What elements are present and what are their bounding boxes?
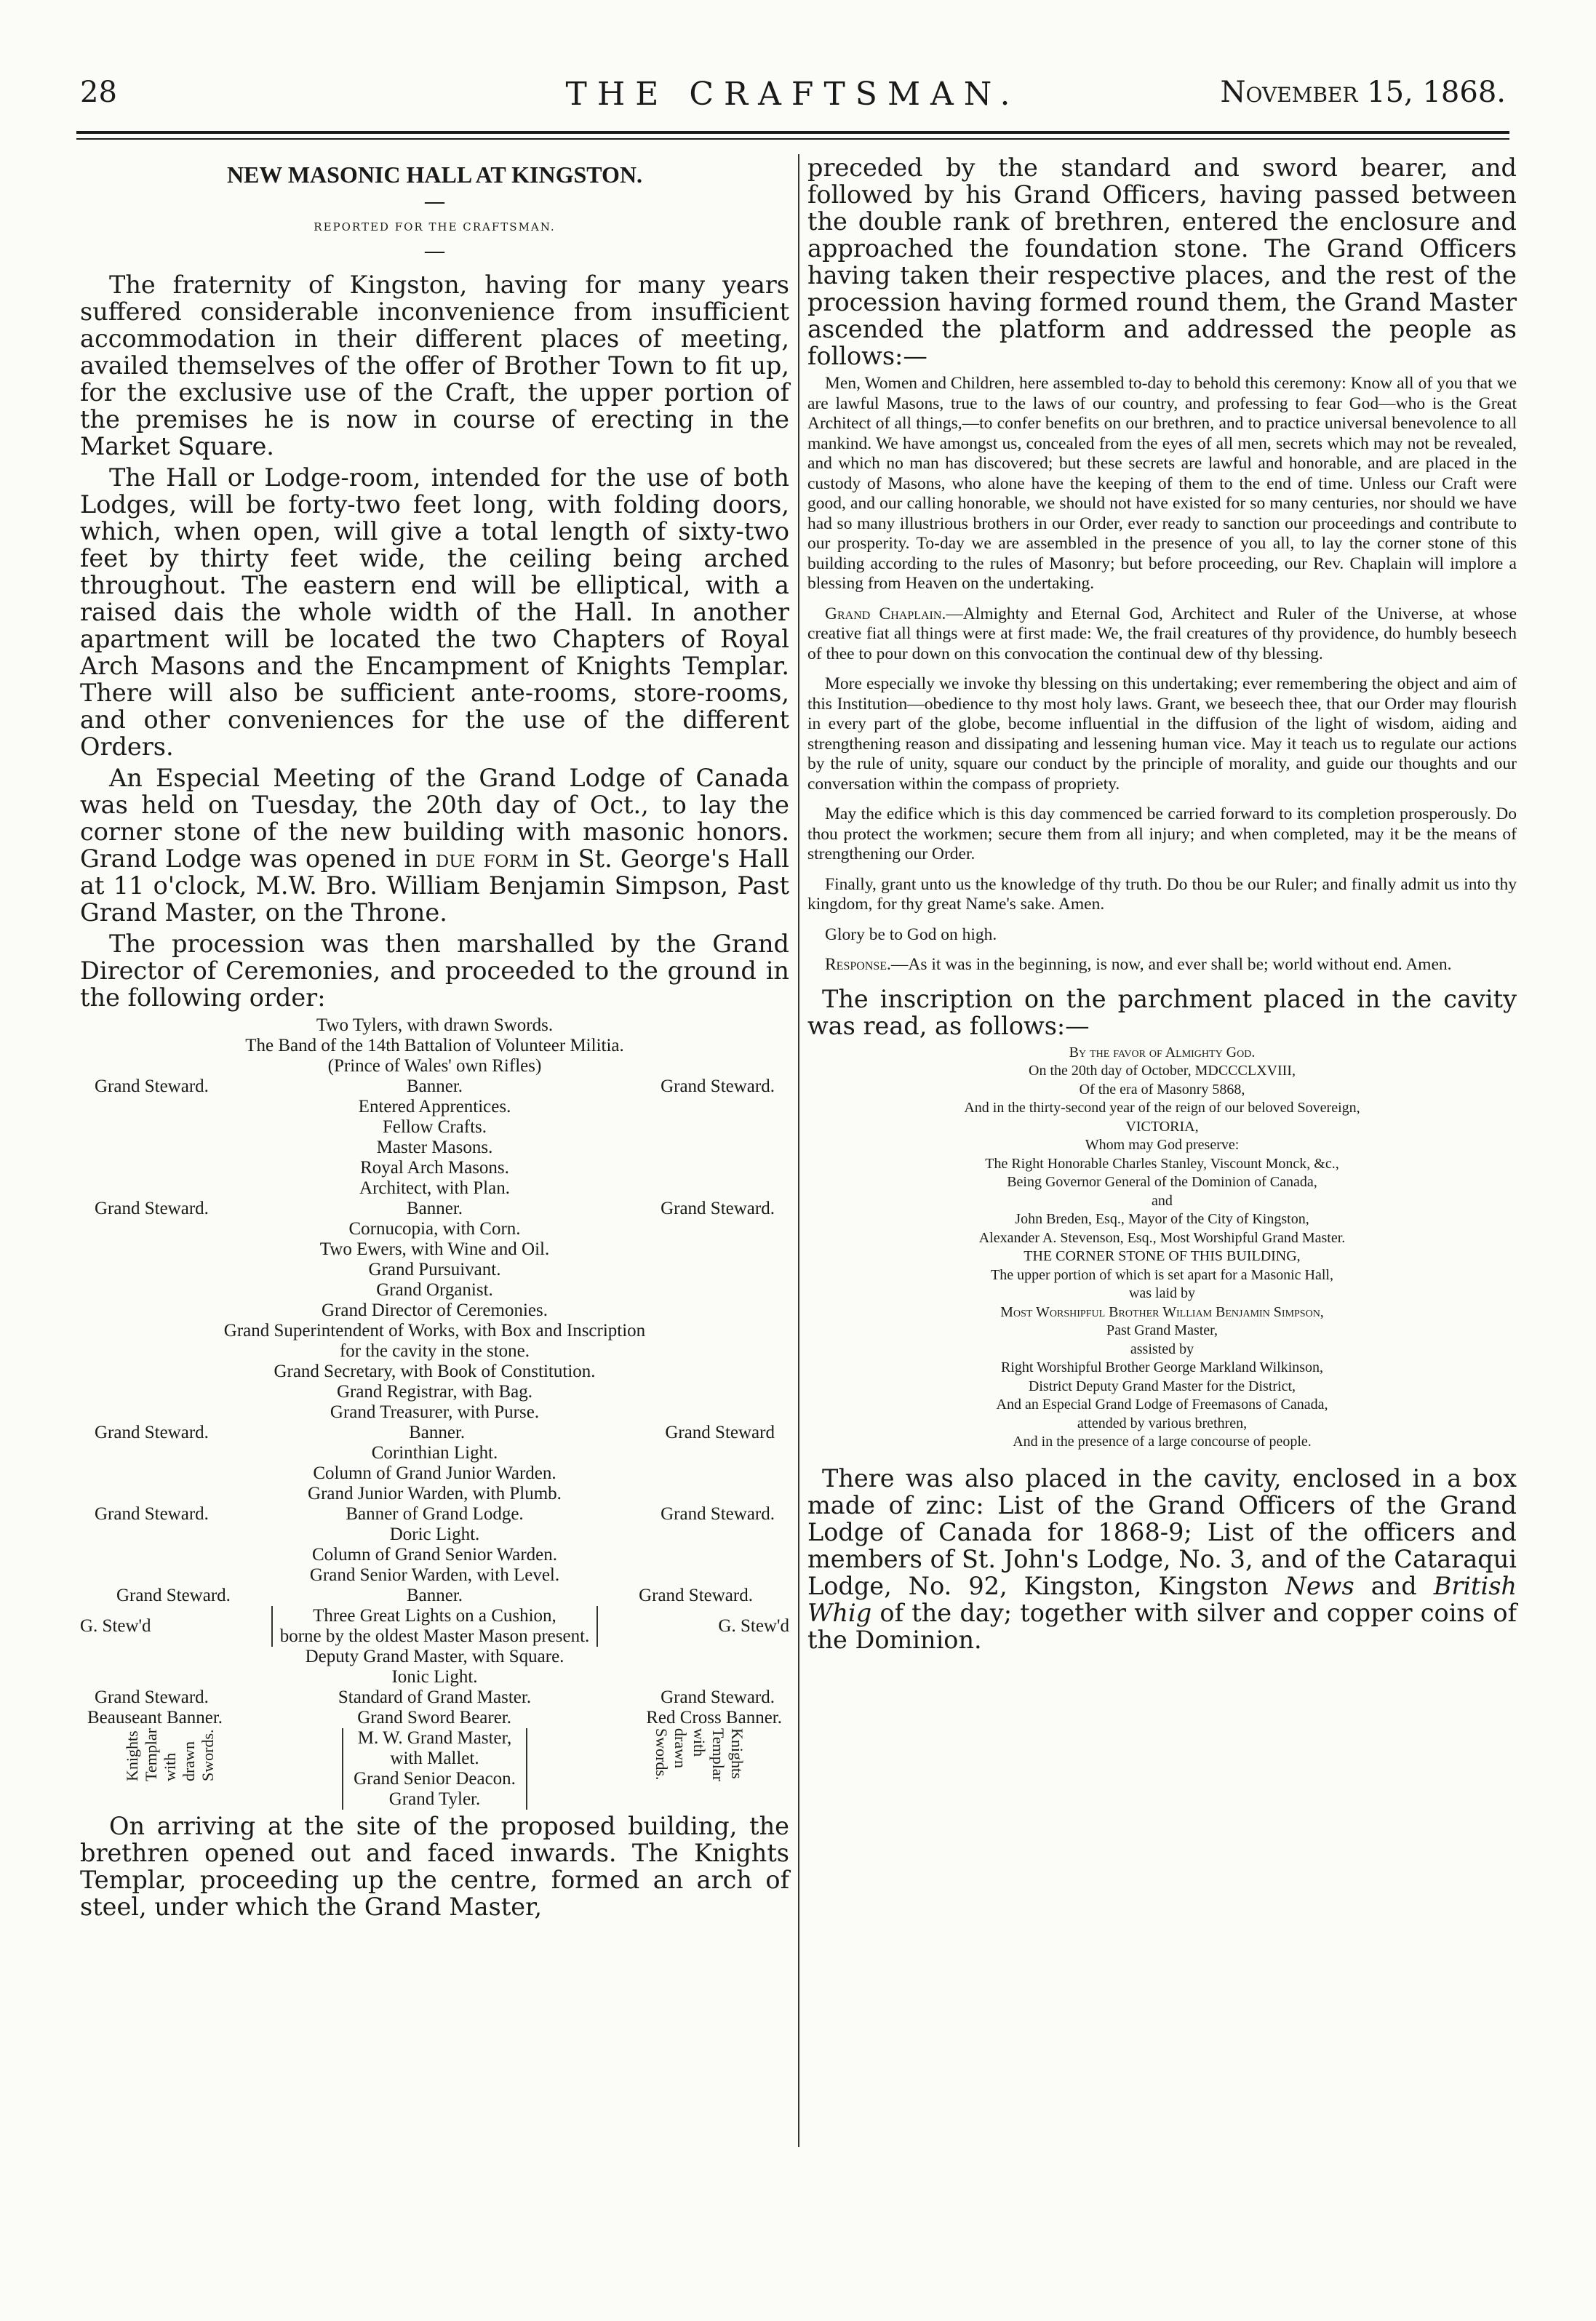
stewards-row: Grand Steward. Banner of Grand Lodge. Grand Steward. bbox=[95, 1504, 775, 1524]
knights-right: Swords. drawn with Templar Knights bbox=[653, 1728, 746, 1781]
inscription-line: And in the thirty-second year of the reign of our beloved Sovereign, bbox=[964, 1100, 1360, 1116]
procession-line: Entered Apprentices. bbox=[358, 1097, 511, 1116]
procession-line: Two Ewers, with Wine and Oil. bbox=[319, 1239, 550, 1259]
steward-label: G. Stew'd bbox=[718, 1616, 789, 1636]
response-paragraph: Response.—As it was in the beginning, is now, and ever shall be; world without end. Amen. bbox=[825, 955, 1452, 974]
inscription-line: John Breden, Esq., Mayor of the City of Kingston, bbox=[1015, 1211, 1309, 1227]
paragraph: The fraternity of Kingston, having for many years suffered considerable inconvenience from insufficient accommodation in their different places of meeting, availed themselves of the offer of Brother Town to fit up, for the exclusive use of the Craft, the upper portion of the premises he is now in course of erecting in the Market Square. bbox=[80, 271, 789, 460]
stewards-row: Grand Steward. Banner. Grand Steward. bbox=[95, 1199, 775, 1218]
procession-line: Grand Director of Ceremonies. bbox=[322, 1301, 548, 1320]
inscription-line: The Right Honorable Charles Stanley, Viscount Monck, &c., bbox=[985, 1155, 1339, 1172]
procession-line: Royal Arch Masons. bbox=[360, 1158, 509, 1178]
procession-line: for the cavity in the stone. bbox=[339, 1341, 530, 1361]
stewards-row: Grand Steward. Banner. Grand Steward bbox=[95, 1423, 775, 1442]
inscription-line: District Deputy Grand Master for the District, bbox=[1028, 1378, 1296, 1394]
speaker-label: Grand Chaplain. bbox=[825, 604, 946, 623]
prayer-paragraph: Finally, grant unto us the knowledge of thy truth. Do thou be our Ruler; and finally admit us into thy kingdom, for thy great Name's sake. Amen. bbox=[807, 874, 1517, 914]
inscription-line: assisted by bbox=[1130, 1341, 1194, 1357]
inscription-line: and bbox=[1152, 1192, 1173, 1209]
paragraph: An Especial Meeting of the Grand Lodge of Canada was held on Tuesday, the 20th day of Oct., to lay the corner stone of the new building with masonic honors. Grand Lodge was opened in due form in St. George's Hall at 11 o'clock, M.W. Bro. William Benjamin Simpson, Past Grand Master, on the Throne. bbox=[80, 764, 789, 927]
procession-line: Column of Grand Senior Warden. bbox=[311, 1545, 558, 1565]
inscription-line: By the favor of Almighty God. bbox=[1069, 1044, 1256, 1060]
inscription-line: Past Grand Master, bbox=[1106, 1322, 1218, 1338]
procession-line: Grand Secretary, with Book of Constitution. bbox=[274, 1362, 596, 1381]
header-rule-thick bbox=[76, 131, 1509, 134]
left-column bbox=[80, 154, 789, 1925]
inscription-line: And in the presence of a large concourse of people. bbox=[1013, 1434, 1312, 1450]
inscription-line: was laid by bbox=[1128, 1285, 1196, 1301]
paragraph: The inscription on the parchment placed in the cavity was read, as follows:— bbox=[807, 984, 1517, 1040]
paragraph: On arriving at the site of the proposed building, the brethren opened out and faced inwards. The Knights Templar, proceeding up the centre, formed an arch of steel, under which the Grand Master, bbox=[80, 1812, 789, 1921]
page-header bbox=[80, 76, 1506, 127]
procession-line: Grand Junior Warden, with Plumb. bbox=[308, 1484, 562, 1503]
procession-order bbox=[80, 1015, 789, 1808]
stewards-row: Grand Steward. Standard of Grand Master. Grand Steward. bbox=[95, 1687, 775, 1707]
masthead-title: THE CRAFTSMAN. bbox=[565, 76, 1021, 113]
great-lights-group bbox=[80, 1606, 789, 1647]
procession-line: Grand Senior Warden, with Level. bbox=[309, 1565, 560, 1585]
stewards-row: Grand Steward. Banner. Grand Steward. bbox=[116, 1586, 753, 1605]
article-headline: NEW MASONIC HALL AT KINGSTON. bbox=[226, 161, 643, 188]
inscription-line: attended by various brethren, bbox=[1077, 1415, 1248, 1431]
banners-row: Beauseant Banner. Grand Sword Bearer. Red Cross Banner. bbox=[87, 1708, 782, 1727]
right-column bbox=[807, 154, 1517, 1658]
knights-templar-group bbox=[80, 1728, 789, 1808]
prayer-paragraph: More especially we invoke thy blessing on this undertaking; ever remembering the object and aim of this Institution—obedience to thy most holy laws. Grant, we beseech thee, that our Order may flourish in every part of the globe, become influential in the diffusion of the light of wisdom, aiding and strengthening reason and dissipating and lessening human vice. May it teach us to regulate our actions by the rule of unity, square our conduct by the principle of morality, and guide our thoughts and our conversation within the compass of propriety. bbox=[807, 674, 1517, 794]
paragraph: There was also placed in the cavity, enclosed in a box made of zinc: List of the Grand Officers of the Grand Lodge of Canada for 1868-9; List of the officers and members of St. John's Lodge, No. 3, and of the Cataraqui Lodge, No. 92, Kingston, Kingston News and British Whig of the day; together with silver and copper coins of the Dominion. bbox=[807, 1463, 1517, 1654]
inscription-block bbox=[807, 1044, 1517, 1452]
inscription-line: Of the era of Masonry 5868, bbox=[1079, 1081, 1245, 1098]
small-caps-text: due form bbox=[435, 844, 539, 873]
prayer-paragraph: Glory be to God on high. bbox=[825, 924, 997, 944]
inscription-line: Whom may God preserve: bbox=[1085, 1137, 1240, 1153]
inscription-line: Being Governor General of the Dominion of Canada, bbox=[1007, 1174, 1317, 1190]
procession-line: Grand Treasurer, with Purse. bbox=[330, 1402, 540, 1422]
inscription-line: On the 20th day of October, MDCCCLXVIII, bbox=[1029, 1063, 1296, 1079]
inscription-line: Most Worshipful Brother William Benjamin Simpson, bbox=[1000, 1303, 1324, 1320]
procession-line: Grand Organist. bbox=[376, 1280, 493, 1300]
procession-line: Grand Superintendent of Works, with Box and Inscription bbox=[223, 1321, 646, 1341]
header-rule-thin bbox=[76, 138, 1509, 140]
prayer-paragraph: Grand Chaplain.—Almighty and Eternal God, Architect and Ruler of the Universe, at whose creative fiat all things were at first made: We, the frail creatures of thy providence, do humbly beseech of thee to pour down on this convocation the continual dew of thy blessing. bbox=[807, 604, 1517, 663]
prayer-paragraph: May the edifice which is this day commenced be carried forward to its completion prosperously. Do thou protect the workmen; secure them from all injury; and when completed, may it be the means of strengthening our Order. bbox=[807, 804, 1517, 863]
procession-line: Fellow Crafts. bbox=[382, 1117, 487, 1137]
procession-line: Grand Pursuivant. bbox=[368, 1260, 501, 1279]
procession-line: Doric Light. bbox=[389, 1525, 480, 1544]
stewards-row: Grand Steward. Banner. Grand Steward. bbox=[95, 1076, 775, 1096]
procession-line: Cornucopia, with Corn. bbox=[348, 1219, 521, 1239]
procession-line: Architect, with Plan. bbox=[359, 1178, 510, 1198]
speaker-label: Response. bbox=[825, 955, 891, 974]
newspaper-name: British Whig bbox=[807, 1571, 1517, 1627]
knights-left: Knights Templar with drawn Swords. bbox=[123, 1728, 217, 1781]
procession-line: Column of Grand Junior Warden. bbox=[313, 1463, 556, 1483]
great-lights-text: Three Great Lights on a Cushion, borne by the oldest Master Mason present. bbox=[271, 1606, 599, 1647]
inscription-line: Right Worshipful Brother George Markland Wilkinson, bbox=[1000, 1359, 1324, 1375]
inscription-line: Alexander A. Stevenson, Esq., Most Worshipful Grand Master. bbox=[978, 1229, 1346, 1246]
paragraph: The Hall or Lodge-room, intended for the use of both Lodges, will be forty-two feet long, with folding doors, which, when open, will give a total length of sixty-two feet by thirty feet wide, the ceiling being arched throughout. The eastern end will be elliptical, with a raised dais the whole width of the Hall. In another apartment will be located the two Chapters of Royal Arch Masons and the Encampment of Knights Templar. There will also be sufficient ante-rooms, store-rooms, and other conveniences for the use of the different Orders. bbox=[80, 463, 789, 761]
issue-date: November 15, 1868. bbox=[1220, 76, 1506, 109]
newspaper-name: News bbox=[1285, 1571, 1354, 1600]
divider-dash: — bbox=[423, 239, 446, 264]
inscription-line: THE CORNER STONE OF THIS BUILDING, bbox=[1024, 1248, 1301, 1264]
procession-line: The Band of the 14th Battalion of Volunteer Militia. bbox=[245, 1036, 624, 1055]
procession-line: Grand Registrar, with Bag. bbox=[336, 1382, 533, 1402]
column-divider bbox=[798, 154, 799, 2147]
paragraph: The procession was then marshalled by the Grand Director of Ceremonies, and proceeded to the ground in the following order: bbox=[80, 930, 789, 1012]
procession-line: Ionic Light. bbox=[391, 1667, 478, 1687]
procession-line: Corinthian Light. bbox=[371, 1443, 498, 1463]
grand-master-group: M. W. Grand Master, with Mallet. Grand Senior Deacon. Grand Tyler. bbox=[342, 1728, 527, 1810]
inscription-line: The upper portion of which is set apart for a Masonic Hall, bbox=[991, 1266, 1333, 1283]
paragraph: preceded by the standard and sword bearer, and followed by his Grand Officers, having passed between the double rank of brethren, entered the enclosure and approached the foundation stone. The Grand Officers having taken their respective places, and the rest of the procession having formed round them, the Grand Master ascended the platform and addressed the people as follows:— bbox=[807, 153, 1517, 370]
speech-paragraph: Men, Women and Children, here assembled to-day to behold this ceremony: Know all of you that we are lawful Masons, true to the laws of our country, and professing to fear God—who is the Great Architect of all things,—to confer benefits on our brethren, and to practice universal benevolence to all mankind. We have amongst us, concealed from the eyes of all men, secrets which may not be revealed, and which no man has discovered; but these secrets are lawful and honorable, and are placed in the custody of Masons, who alone have the keeping of them to the end of time. Unless our Craft were good, and our calling honorable, we should not have existed for so many centuries, nor should we have had so many illustrious brothers in our Order, ever ready to sanction our proceedings and contribute to our prosperity. To-day we are assembled in the presence of you all, to lay the corner stone of this building according to the rules of Masonry; but before proceeding, our Rev. Chaplain will implore a blessing from Heaven on the undertaking. bbox=[807, 374, 1517, 593]
steward-label: G. Stew'd bbox=[80, 1616, 151, 1636]
divider-dash: — bbox=[423, 189, 446, 215]
inscription-line: And an Especial Grand Lodge of Freemasons of Canada, bbox=[996, 1397, 1328, 1413]
procession-line: (Prince of Wales' own Rifles) bbox=[327, 1056, 542, 1076]
procession-line: Master Masons. bbox=[376, 1138, 493, 1157]
page-number: 28 bbox=[80, 76, 117, 109]
procession-line: Deputy Grand Master, with Square. bbox=[305, 1647, 564, 1666]
inscription-line: VICTORIA, bbox=[1125, 1118, 1199, 1135]
procession-line: Two Tylers, with drawn Swords. bbox=[316, 1015, 554, 1035]
article-byline: REPORTED FOR THE CRAFTSMAN. bbox=[314, 220, 556, 233]
